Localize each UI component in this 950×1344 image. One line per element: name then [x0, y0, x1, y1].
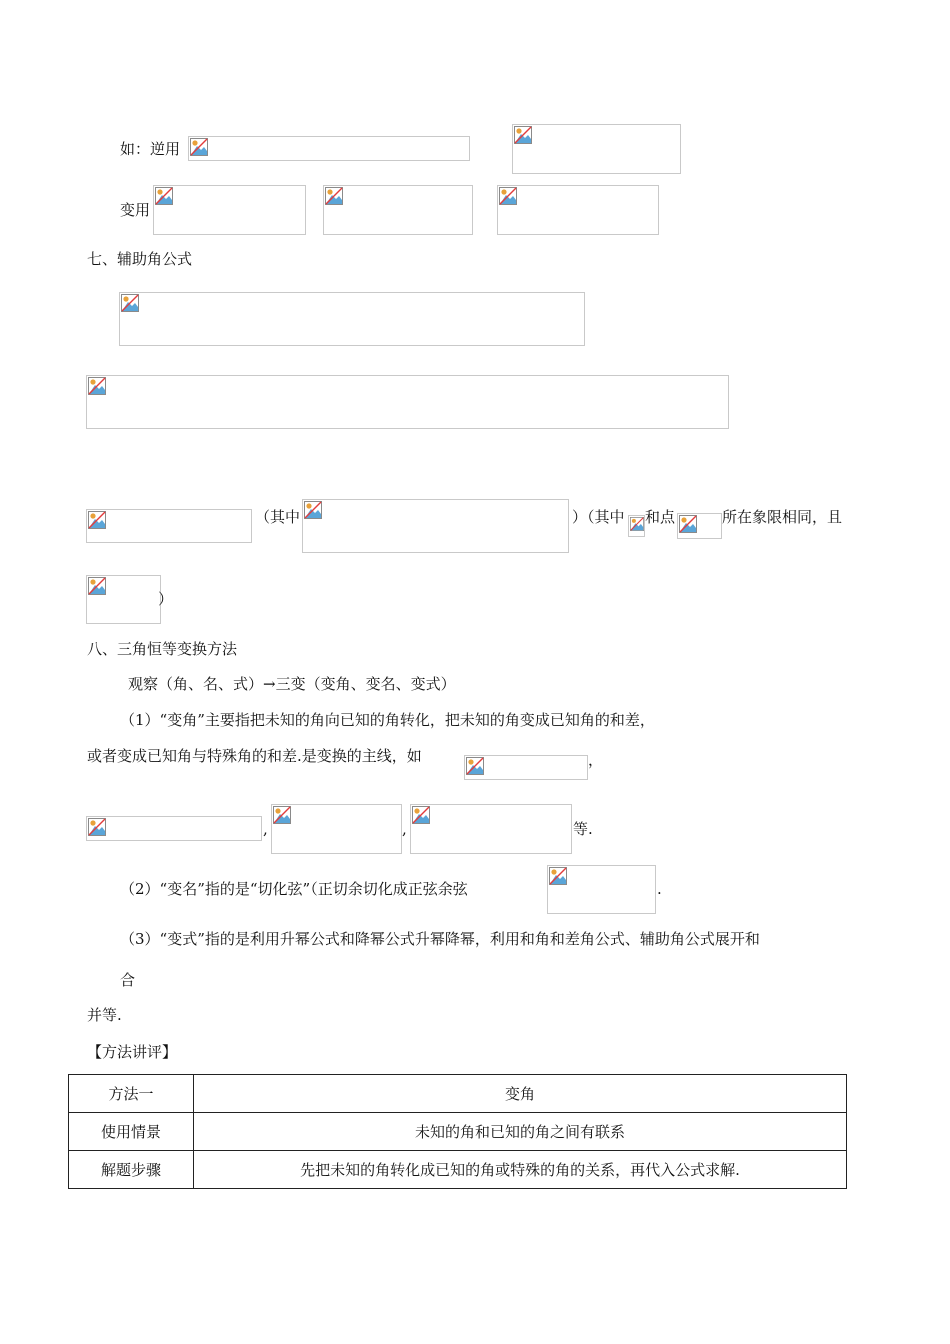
formula-image	[188, 136, 470, 161]
broken-image-icon	[514, 126, 532, 144]
broken-image-icon	[121, 294, 139, 312]
paragraph-3-line-2: 合	[120, 971, 136, 989]
inverse-use-label: 如：逆用	[120, 140, 181, 158]
formula-image	[86, 575, 161, 624]
observe-line: 观察（角、名、式）→三变（变角、变名、变式）	[128, 675, 456, 693]
broken-image-icon	[549, 867, 567, 885]
and-point-label: 和点	[645, 508, 676, 526]
formula-image	[512, 124, 681, 174]
formula-image	[86, 509, 252, 543]
paragraph-1-line-2: 或者变成已知角与特殊角的和差.是变换的主线，如	[87, 747, 422, 765]
table-cell: 变角	[194, 1075, 847, 1113]
table-cell: 先把未知的角转化成已知的角或特殊的角的关系，再代入公式求解.	[194, 1151, 847, 1189]
formula-image	[86, 375, 729, 429]
formula-image	[86, 816, 262, 841]
method-table	[68, 1074, 847, 1189]
broken-image-icon	[155, 187, 173, 205]
paragraph-1-line-1: （1）“变角”主要指把未知的角向已知的角转化，把未知的角变成已知角的和差，	[120, 711, 655, 729]
formula-image	[547, 865, 656, 914]
table-cell: 方法一	[69, 1075, 194, 1113]
section-heading-8: 八、三角恒等变换方法	[87, 640, 238, 658]
formula-image	[410, 804, 572, 854]
formula-image	[677, 513, 722, 539]
table-row	[69, 1151, 847, 1189]
broken-image-icon	[273, 806, 291, 824]
paragraph-2: （2）“变名”指的是“切化弦”（正切余切化成正弦余弦	[120, 880, 468, 898]
broken-image-icon	[88, 818, 106, 836]
variant-use-label: 变用	[120, 201, 151, 219]
table-cell: 解题步骤	[69, 1151, 194, 1189]
table-row	[69, 1075, 847, 1113]
etc-text: 等.	[573, 820, 593, 838]
broken-image-icon	[88, 377, 106, 395]
method-review-title: 【方法讲评】	[87, 1043, 178, 1061]
broken-image-icon	[190, 138, 208, 156]
table-cell: 未知的角和已知的角之间有联系	[194, 1113, 847, 1151]
formula-image	[464, 755, 588, 780]
period: .	[657, 880, 662, 898]
broken-image-icon	[679, 515, 697, 533]
formula-image	[323, 185, 473, 235]
broken-image-icon	[499, 187, 517, 205]
table-cell: 使用情景	[69, 1113, 194, 1151]
comma: ,	[402, 820, 407, 838]
formula-image	[628, 515, 645, 537]
comma: ，	[588, 751, 604, 769]
broken-image-icon	[325, 187, 343, 205]
formula-image	[302, 499, 569, 553]
where-label: （其中	[255, 508, 301, 526]
formula-image	[153, 185, 306, 235]
paragraph-3-line-3: 并等.	[87, 1006, 122, 1024]
broken-image-icon	[466, 757, 484, 775]
quadrant-text: 所在象限相同，且	[722, 508, 843, 526]
comma: ,	[263, 820, 268, 838]
formula-image	[497, 185, 659, 235]
broken-image-icon	[88, 577, 106, 595]
broken-image-icon	[412, 806, 430, 824]
table-row	[69, 1113, 847, 1151]
where-label-2: ）（其中	[572, 508, 625, 526]
paragraph-3-line-1: （3）“变式”指的是利用升幂公式和降幂公式升幂降幂，利用和角和差角公式、辅助角公式展开和	[120, 930, 760, 948]
formula-image	[271, 804, 402, 854]
close-paren: ）	[158, 590, 174, 608]
formula-image	[119, 292, 585, 346]
broken-image-icon	[304, 501, 322, 519]
broken-image-icon	[630, 517, 644, 531]
section-heading-7: 七、辅助角公式	[87, 250, 193, 268]
broken-image-icon	[88, 511, 106, 529]
